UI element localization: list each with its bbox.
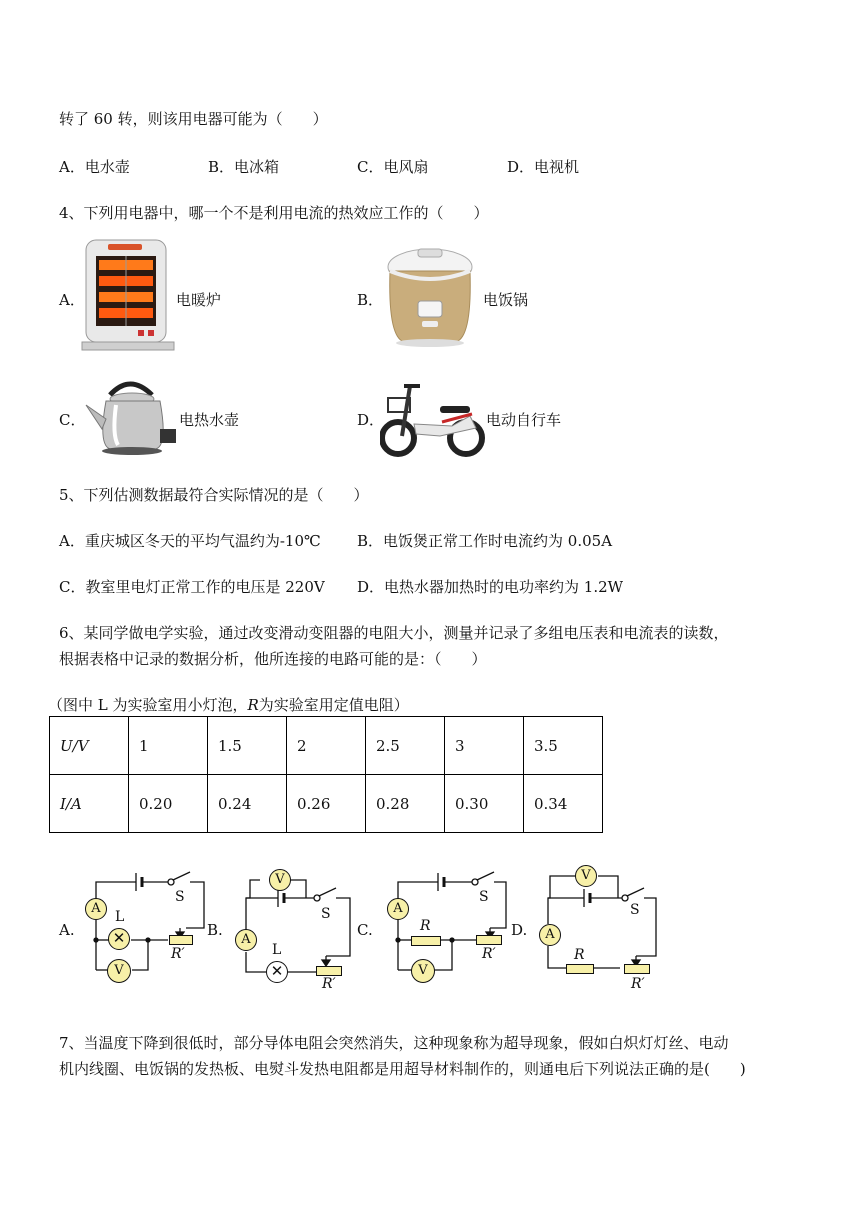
electric-bike-icon [380, 376, 486, 458]
resistor-label: R [420, 918, 431, 934]
rheostat-label: R′ [631, 976, 645, 992]
ammeter-icon: A [387, 898, 409, 920]
q6-note-suffix: 为实验室用定值电阻） [258, 696, 409, 714]
voltmeter-icon: V [107, 959, 131, 983]
ammeter-icon: A [85, 898, 107, 920]
q4-option-b-label: 电饭锅 [483, 291, 529, 309]
table-row-current [50, 775, 603, 833]
kettle-icon [80, 375, 180, 457]
q3-stem-tail: 转了 60 转，则该用电器可能为（ ） [59, 110, 328, 128]
q7-stem-line2: 机内线圈、电饭锅的发热板、电熨斗发热电阻都是用超导材料制作的，则通电后下列说法正确的是( ) [59, 1060, 746, 1078]
q7-stem-line1: 7、当温度下降到很低时，部分导体电阻会突然消失，这种现象称为超导现象，假如白炽灯灯丝、电动 [59, 1034, 729, 1052]
voltmeter-icon: V [411, 959, 435, 983]
rheostat-label: R′ [482, 946, 496, 962]
q4-option-c-letter: C． [59, 411, 86, 429]
q4-option-d-letter: D． [357, 411, 385, 429]
q3-option-a: A．电水壶 [59, 158, 130, 176]
ammeter-icon: A [235, 929, 257, 951]
resistor-icon [411, 936, 441, 946]
q5-stem: 5、下列估测数据最符合实际情况的是（ ） [59, 486, 369, 504]
table-cell: 0.30 [445, 775, 524, 833]
switch-label: S [321, 906, 331, 922]
q5-option-c: C．教室里电灯正常工作的电压是 220V [59, 578, 325, 596]
q6-note [48, 694, 409, 715]
q4-option-d-label: 电动自行车 [486, 411, 562, 429]
q6-stem-line2: 根据表格中记录的数据分析，他所连接的电路可能的是：（ ） [59, 650, 487, 668]
table-cell: 0.34 [524, 775, 603, 833]
table-cell: 3 [445, 717, 524, 775]
lamp-icon: ✕ [266, 961, 288, 983]
table-cell: 0.28 [366, 775, 445, 833]
table-header-i: I/A [50, 775, 129, 833]
resistor-label: R [574, 947, 585, 963]
circuit-letter-b: B. [207, 921, 223, 939]
switch-label: S [630, 902, 640, 918]
table-cell: 1.5 [208, 717, 287, 775]
q4-option-a-letter: A． [59, 291, 85, 309]
rheostat-icon [624, 964, 650, 974]
circuit-a [94, 872, 204, 970]
q4-option-b-letter: B． [357, 291, 384, 309]
ammeter-icon: A [539, 924, 561, 946]
lamp-label: L [115, 909, 125, 925]
q4-option-a-label: 电暖炉 [176, 291, 222, 309]
resistor-icon [566, 964, 594, 974]
circuit-letter-c: C. [357, 921, 373, 939]
table-cell: 0.20 [129, 775, 208, 833]
lamp-label: L [272, 942, 282, 958]
circuit-letter-a: A. [59, 921, 75, 939]
table-row-voltage [50, 717, 603, 775]
circuit-d [548, 876, 656, 968]
q3-option-d: D．电视机 [507, 158, 580, 176]
q3-option-c: C．电风扇 [357, 158, 429, 176]
rheostat-icon [316, 966, 342, 976]
lamp-icon: ✕ [108, 928, 130, 950]
q6-stem-line1: 6、某同学做电学实验，通过改变滑动变阻器的电阻大小，测量并记录了多组电压表和电流表的读数， [59, 624, 729, 642]
switch-label: S [479, 889, 489, 905]
rheostat-label: R′ [171, 946, 185, 962]
table-cell: 0.26 [287, 775, 366, 833]
circuit-letter-d: D. [511, 921, 528, 939]
table-cell: 0.24 [208, 775, 287, 833]
switch-label: S [175, 889, 185, 905]
table-header-u: U/V [50, 717, 129, 775]
q6-data-table [49, 716, 603, 833]
q3-option-b: B．电冰箱 [208, 158, 280, 176]
q6-note-var: R [247, 696, 259, 714]
rice-cooker-icon [382, 243, 478, 349]
table-cell: 2.5 [366, 717, 445, 775]
q4-stem: 4、下列用电器中，哪一个不是利用电流的热效应工作的（ ） [59, 204, 489, 222]
table-cell: 1 [129, 717, 208, 775]
rheostat-label: R′ [322, 976, 336, 992]
rheostat-icon [476, 935, 502, 945]
circuit-b [246, 880, 350, 972]
q5-option-d: D．电热水器加热时的电功率约为 1.2W [357, 578, 624, 596]
q5-option-b: B．电饭煲正常工作时电流约为 0.05A [357, 532, 613, 550]
space-heater-icon [80, 238, 176, 354]
q5-option-a: A．重庆城区冬天的平均气温约为-10℃ [59, 532, 321, 550]
table-cell: 2 [287, 717, 366, 775]
q4-option-c-label: 电热水壶 [179, 411, 240, 429]
q6-note-prefix: （图中 L 为实验室用小灯泡， [48, 696, 248, 714]
rheostat-icon [169, 935, 193, 945]
voltmeter-icon: V [269, 869, 291, 891]
voltmeter-icon: V [575, 865, 597, 887]
table-cell: 3.5 [524, 717, 603, 775]
